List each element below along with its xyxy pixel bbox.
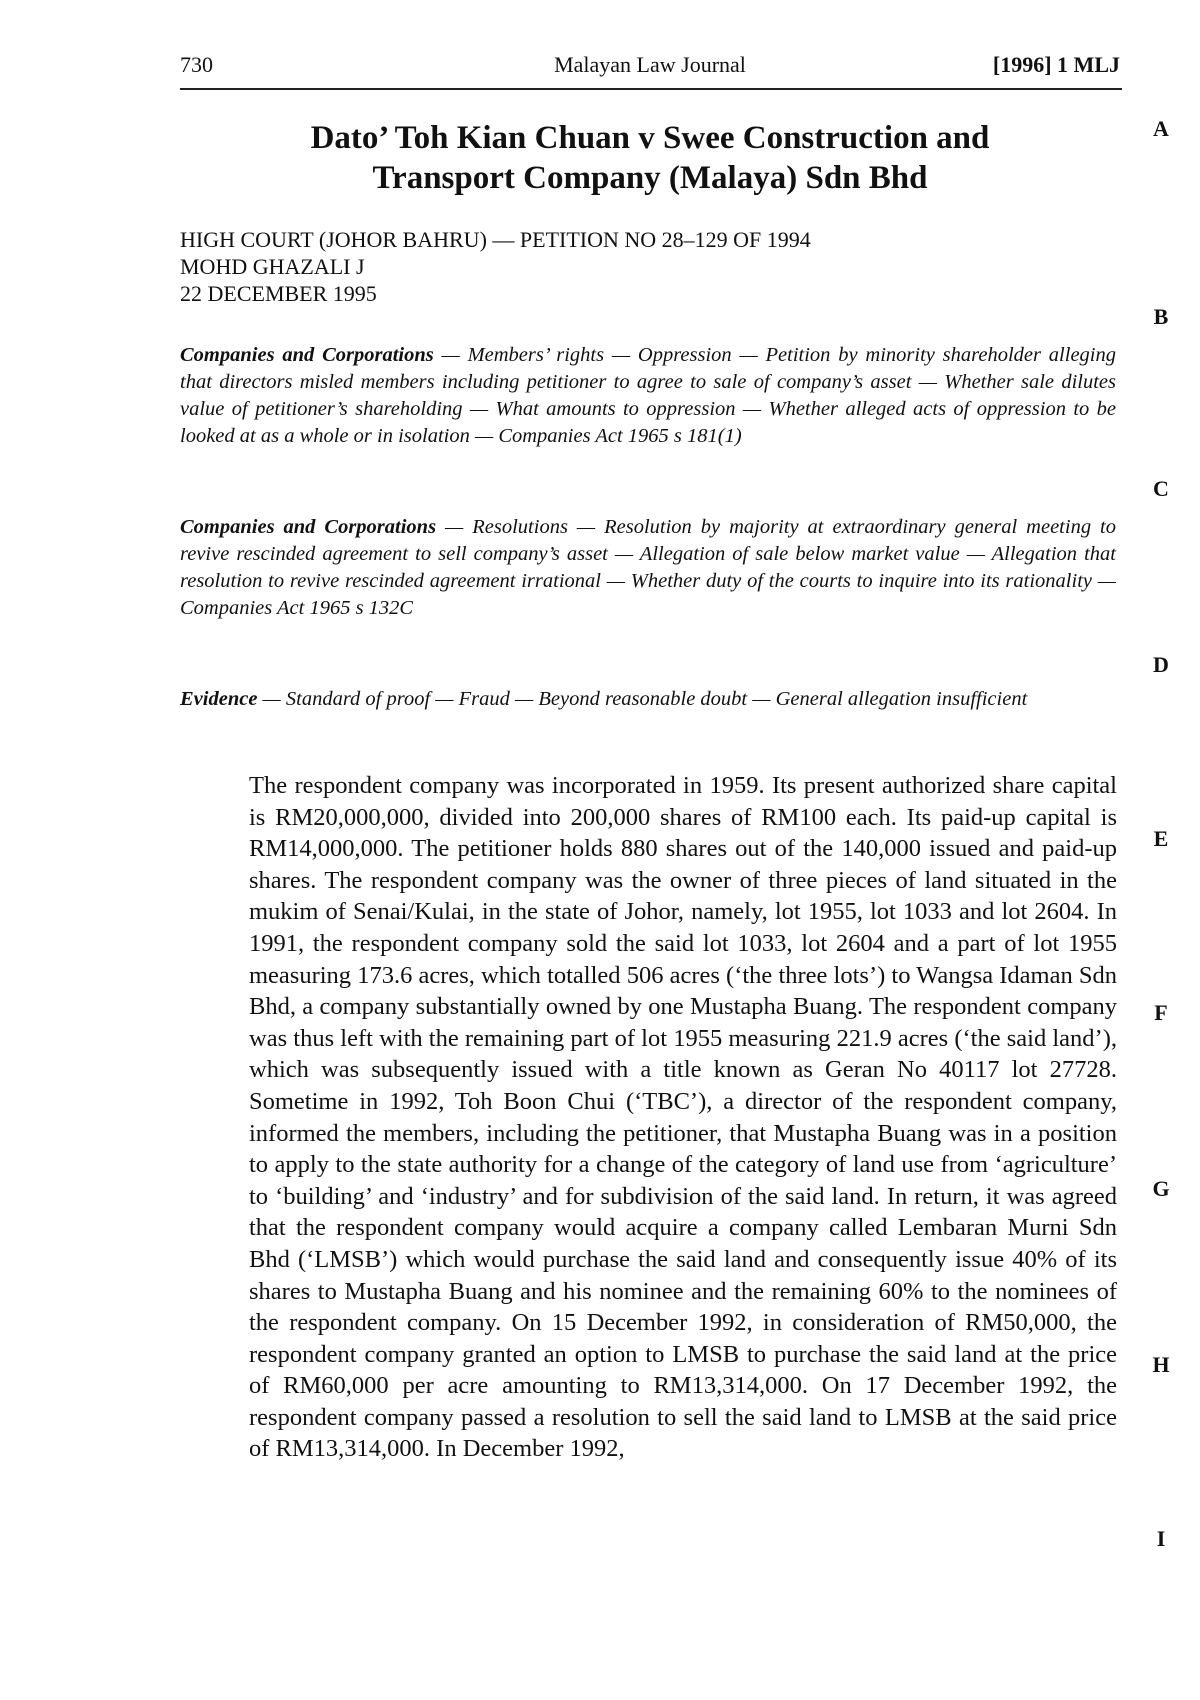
case-title [180,118,1120,198]
margin-letter-e: E [1153,826,1169,851]
margin-letter-h: H [1152,1352,1170,1377]
catchword-detail: — Standard of proof — Fraud — Beyond reasonable doubt — General allegation insufficient [257,688,1028,710]
catchword-2 [180,514,1116,622]
catchword-subject: Companies and Corporations [180,516,437,538]
page-number: 730 [180,52,213,77]
running-header [180,46,1120,86]
date-line: 22 DECEMBER 1995 [180,281,377,306]
margin-letter-c: C [1153,476,1169,501]
court-info [180,226,1120,307]
citation: [1996] 1 MLJ [992,52,1120,77]
court-line: HIGH COURT (JOHOR BAHRU) — PETITION NO 28–129 OF 1994 [180,227,811,252]
journal-name: Malayan Law Journal [554,52,746,77]
catchword-1 [180,342,1116,450]
catchword-detail: — Resolutions — Resolution by majority at extraordinary general meeting to revive rescinded agreement to sell company’s asset — Allegation of sale below market value — Allegation that resolution to revive rescinded agreement irrational — Whether duty of the courts to inquire into its rationality — Companies Act 1965 s 132C [180,516,1117,619]
headnote-paragraph: The respondent company was incorporated in 1959. Its present authorized share capital is RM20,000,000, divided into 200,000 shares of RM100 each. Its paid-up capital is RM14,000,000. The petitioner holds 880 shares out of the 140,000 issued and paid-up shares. The respondent company was the owner of three pieces of land situated in the mukim of Senai/Kulai, in the state of Johor, namely, lot 1955, lot 1033 and lot 2604. In 1991, the respondent company sold the said lot 1033, lot 2604 and a part of lot 1955 measuring 173.6 acres, which totalled 506 acres (‘the three lots’) to Wangsa Idaman Sdn Bhd, a company substantially owned by one Mustapha Buang. The respondent company was thus left with the remaining part of lot 1955 measuring 221.9 acres (‘the said land’), which was subsequently issued with a title known as Geran No 40117 lot 27728. Sometime in 1992, Toh Boon Chui (‘TBC’), a director of the respondent company, informed the members, including the petitioner, that Mustapha Buang was in a position to apply to the state authority for a change of the category of land use from ‘agriculture’ to ‘building’ and ‘industry’ and for subdivision of the said land. In return, it was agreed that the respondent company would acquire a company called Lembaran Murni Sdn Bhd (‘LMSB’) which would purchase the said land and consequently issue 40% of its shares to Mustapha Buang and his nominee and the remaining 60% to the nominees of the respondent company. On 15 December 1992, in consideration of RM50,000, the respondent company granted an option to LMSB to purchase the said land at the price of RM60,000 per acre amounting to RM13,314,000. On 17 December 1992, the respondent company passed a resolution to sell the said land to LMSB at the said price of RM13,314,000. In December 1992, [249,772,1117,1463]
margin-letter-g: G [1152,1176,1170,1201]
margin-letter-i: I [1156,1526,1166,1551]
header-rule [180,88,1122,90]
catchword-detail: — Members’ rights — Oppression — Petition by minority shareholder alleging that directors misled members including petitioner to agree to sale of company’s asset — Whether sale dilutes value of petitioner’s shareholding — What amounts to oppression — Whether alleged acts of oppression to be looked at as a whole or in isolation — Companies Act 1965 s 181(1) [180,344,1116,447]
case-title-line-1: Dato’ Toh Kian Chuan v Swee Construction and [310,120,990,156]
judge-line: MOHD GHAZALI J [180,254,365,279]
catchword-subject: Evidence [180,688,258,710]
case-title-line-2: Transport Company (Malaya) Sdn Bhd [372,160,928,196]
margin-letter-d: D [1153,652,1169,677]
margin-letter-b: B [1153,304,1169,329]
margin-letter-a: A [1153,116,1169,141]
margin-letter-f: F [1154,1000,1168,1025]
catchword-subject: Companies and Corporations [180,344,434,366]
catchword-3 [180,686,1116,713]
